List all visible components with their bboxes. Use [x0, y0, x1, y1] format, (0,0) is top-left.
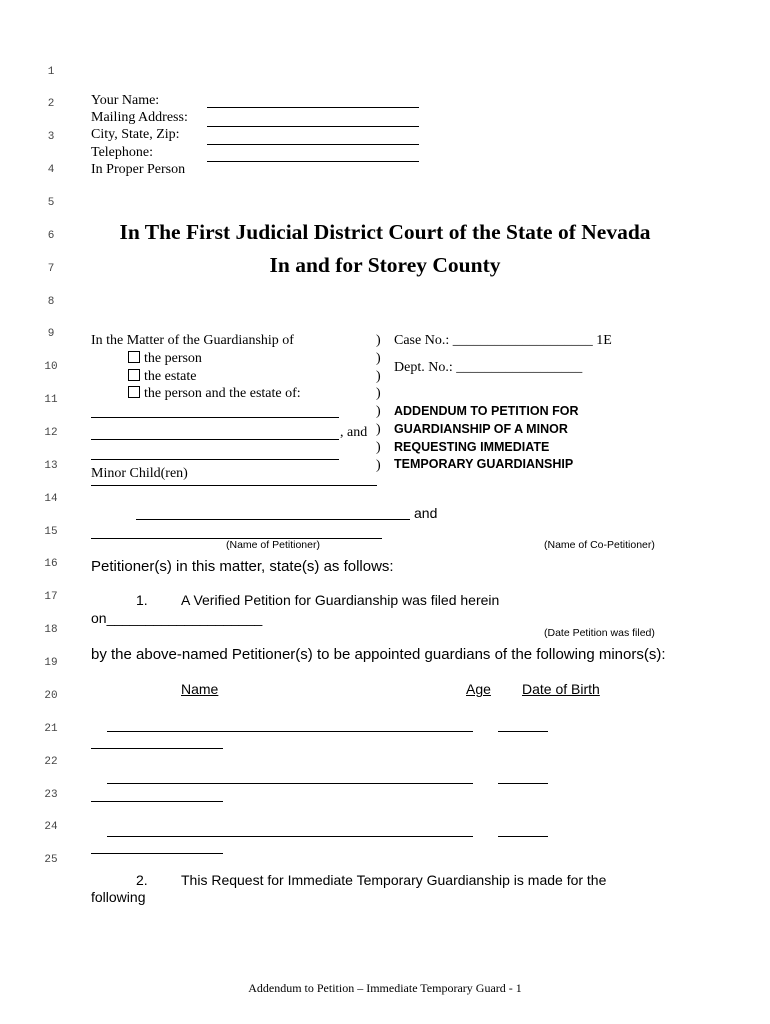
- column-header-age: Age: [466, 681, 491, 697]
- document-title-3: REQUESTING IMMEDIATE: [394, 440, 550, 454]
- minor-name-field-1[interactable]: [91, 417, 339, 418]
- paren: ): [376, 351, 381, 366]
- minor-age-input[interactable]: [498, 836, 548, 837]
- column-header-name: Name: [181, 681, 219, 697]
- line-number: 3: [47, 131, 55, 143]
- document-title-2: GUARDIANSHIP OF A MINOR: [394, 422, 568, 436]
- option-person-and-estate-label: the person and the estate of:: [144, 386, 301, 401]
- line-number: 9: [47, 328, 55, 340]
- line-number: 23: [44, 789, 58, 801]
- by-above-text: by the above-named Petitioner(s) to be appointed guardians of the following minors(s):: [91, 646, 666, 663]
- your-name-label: Your Name:: [91, 93, 160, 108]
- petitioners-state-text: Petitioner(s) in this matter, state(s) as follows:: [91, 558, 394, 575]
- minor-dob-input[interactable]: [91, 748, 223, 749]
- court-title-line2: In and for Storey County: [269, 253, 501, 277]
- paren: ): [376, 422, 381, 437]
- minor-dob-input[interactable]: [91, 853, 223, 854]
- paren: ): [376, 333, 381, 348]
- paren: ): [376, 386, 381, 401]
- paren: ): [376, 458, 381, 473]
- option-person[interactable]: [128, 351, 202, 367]
- mailing-address-field[interactable]: [207, 126, 419, 127]
- paragraph-1-text: A Verified Petition for Guardianship was filed herein: [181, 592, 500, 608]
- your-name-field[interactable]: [207, 107, 419, 108]
- line-number: 10: [44, 361, 58, 373]
- option-estate[interactable]: [128, 369, 196, 385]
- paren: ): [376, 404, 381, 419]
- date-petition-filed-caption: (Date Petition was filed): [544, 627, 655, 639]
- line-number: 19: [44, 657, 58, 669]
- line-number: 5: [47, 197, 55, 209]
- option-person-label: the person: [144, 351, 202, 366]
- checkbox-estate[interactable]: [128, 369, 140, 381]
- minor-children-label: Minor Child(ren): [91, 466, 188, 481]
- line-number: 13: [44, 460, 58, 472]
- and-connector: and: [414, 505, 438, 521]
- paragraph-2-following: following: [91, 889, 146, 905]
- paren: ): [376, 369, 381, 384]
- line-number: 18: [44, 624, 58, 636]
- line-number: 2: [47, 98, 55, 110]
- minor-age-input[interactable]: [498, 783, 548, 784]
- line-number: 1: [47, 66, 55, 78]
- minor-name-input[interactable]: [107, 731, 473, 732]
- dept-number-field[interactable]: Dept. No.: __________________: [394, 360, 583, 375]
- line-number: 4: [47, 164, 55, 176]
- line-number: 25: [44, 854, 58, 866]
- caption-bottom-rule: [91, 485, 377, 486]
- checkbox-person-and-estate[interactable]: [128, 386, 140, 398]
- case-number-field[interactable]: Case No.: ____________________ 1E: [394, 333, 612, 348]
- petitioner-name-field[interactable]: [136, 519, 410, 520]
- name-of-copetitioner-caption: (Name of Co-Petitioner): [544, 539, 655, 551]
- line-number: 15: [44, 526, 58, 538]
- option-person-and-estate[interactable]: [128, 386, 301, 402]
- line-number: 16: [44, 558, 58, 570]
- in-proper-person-label: In Proper Person: [91, 162, 186, 177]
- line-number: 7: [47, 263, 55, 275]
- line-number: 20: [44, 690, 58, 702]
- paren: ): [376, 440, 381, 455]
- option-estate-label: the estate: [144, 369, 197, 384]
- city-state-zip-label: City, State, Zip:: [91, 127, 180, 142]
- telephone-label: Telephone:: [91, 145, 153, 160]
- minor-name-input[interactable]: [107, 836, 473, 837]
- city-state-zip-field[interactable]: [207, 144, 419, 145]
- minor-age-input[interactable]: [498, 731, 548, 732]
- matter-of-label: In the Matter of the Guardianship of: [91, 333, 294, 348]
- name-of-petitioner-caption: (Name of Petitioner): [226, 539, 320, 551]
- minor-name-input[interactable]: [107, 783, 473, 784]
- document-title-4: TEMPORARY GUARDIANSHIP: [394, 457, 574, 471]
- paragraph-2-text: This Request for Immediate Temporary Guardianship is made for the: [181, 872, 607, 888]
- checkbox-person[interactable]: [128, 351, 140, 363]
- line-number: 22: [44, 756, 58, 768]
- line-number: 24: [44, 821, 58, 833]
- line-number: 11: [44, 394, 58, 406]
- column-header-dob: Date of Birth: [522, 681, 600, 697]
- line-number: 14: [44, 493, 58, 505]
- line-number: 17: [44, 591, 58, 603]
- line-number: 6: [47, 230, 55, 242]
- mailing-address-label: Mailing Address:: [91, 110, 188, 125]
- date-filed-field[interactable]: on____________________: [91, 610, 263, 626]
- telephone-field[interactable]: [207, 161, 419, 162]
- page-footer: Addendum to Petition – Immediate Temporary Guard - 1: [248, 981, 522, 995]
- line-number: 21: [44, 723, 58, 735]
- minor-dob-input[interactable]: [91, 801, 223, 802]
- minor-name-field-3[interactable]: [91, 459, 339, 460]
- minor-name-field-2[interactable]: [91, 439, 339, 440]
- document-title-1: ADDENDUM TO PETITION FOR: [394, 404, 579, 418]
- and-label: , and: [340, 425, 368, 440]
- line-number: 12: [44, 427, 58, 439]
- paragraph-1-number: 1.: [136, 592, 148, 608]
- court-title-line1: In The First Judicial District Court of the State of Nevada: [119, 220, 651, 244]
- line-number: 8: [47, 296, 55, 308]
- paragraph-2-number: 2.: [136, 872, 148, 888]
